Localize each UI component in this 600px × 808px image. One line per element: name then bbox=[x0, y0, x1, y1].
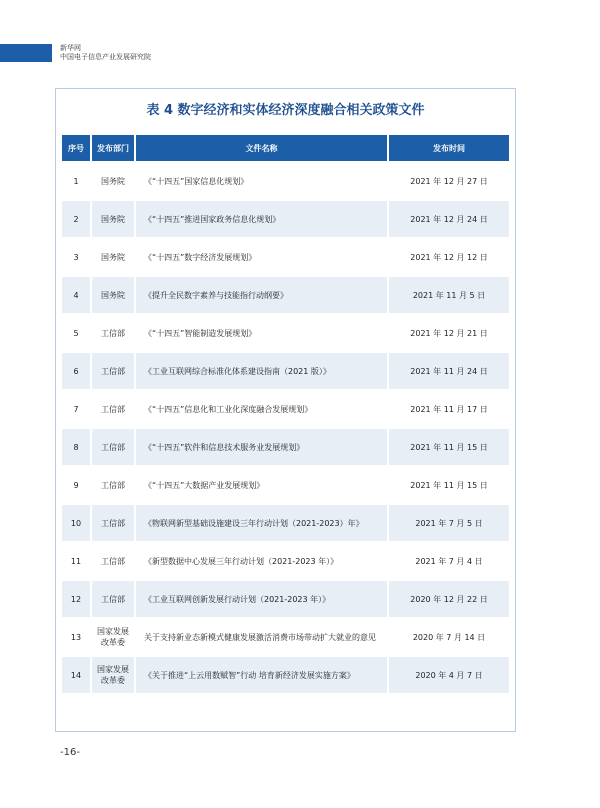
table-row bbox=[62, 163, 509, 199]
cell-name: 《工业互联网创新发展行动计划（2021-2023 年）》 bbox=[136, 581, 389, 617]
cell-date: 2021 年 12 月 21 日 bbox=[389, 315, 509, 351]
publisher-name: 新华网 bbox=[60, 44, 81, 52]
cell-name: 《“十四五”大数据产业发展规划》 bbox=[136, 467, 389, 503]
cell-dept: 工信部 bbox=[92, 391, 136, 427]
header-accent-bar bbox=[0, 44, 52, 62]
cell-no: 10 bbox=[62, 505, 92, 541]
institute-name: 中国电子信息产业发展研究院 bbox=[60, 53, 151, 61]
cell-no: 5 bbox=[62, 315, 92, 351]
cell-dept: 工信部 bbox=[92, 429, 136, 465]
column-header-date: 发布时间 bbox=[389, 135, 509, 161]
cell-name: 《“十四五”数字经济发展规划》 bbox=[136, 239, 389, 275]
cell-no: 14 bbox=[62, 657, 92, 693]
cell-name: 《“十四五”推进国家政务信息化规划》 bbox=[136, 201, 389, 237]
cell-dept: 工信部 bbox=[92, 315, 136, 351]
cell-dept: 工信部 bbox=[92, 353, 136, 389]
cell-date: 2021 年 11 月 24 日 bbox=[389, 353, 509, 389]
cell-dept: 工信部 bbox=[92, 467, 136, 503]
table-frame bbox=[55, 88, 516, 732]
cell-date: 2021 年 12 月 24 日 bbox=[389, 201, 509, 237]
table-row bbox=[62, 391, 509, 427]
cell-no: 6 bbox=[62, 353, 92, 389]
table-row bbox=[62, 277, 509, 313]
cell-no: 4 bbox=[62, 277, 92, 313]
cell-dept: 国务院 bbox=[92, 239, 136, 275]
cell-name: 关于支持新业态新模式健康发展激活消费市场带动扩大就业的意见 bbox=[136, 619, 389, 655]
column-header-no: 序号 bbox=[62, 135, 92, 161]
cell-dept: 国务院 bbox=[92, 201, 136, 237]
table-row bbox=[62, 505, 509, 541]
cell-name: 《工业互联网综合标准化体系建设指南（2021 版）》 bbox=[136, 353, 389, 389]
cell-date: 2020 年 7 月 14 日 bbox=[389, 619, 509, 655]
cell-name: 《“十四五”软件和信息技术服务业发展规划》 bbox=[136, 429, 389, 465]
cell-name: 《新型数据中心发展三年行动计划（2021-2023 年）》 bbox=[136, 543, 389, 579]
cell-name: 《“十四五”信息化和工业化深度融合发展规划》 bbox=[136, 391, 389, 427]
cell-name: 《关于推进“上云用数赋智”行动 培育新经济发展实施方案》 bbox=[136, 657, 389, 693]
cell-date: 2021 年 11 月 15 日 bbox=[389, 467, 509, 503]
cell-date: 2021 年 7 月 4 日 bbox=[389, 543, 509, 579]
cell-no: 3 bbox=[62, 239, 92, 275]
table-row bbox=[62, 543, 509, 579]
cell-no: 13 bbox=[62, 619, 92, 655]
cell-name: 《“十四五”智能制造发展规划》 bbox=[136, 315, 389, 351]
cell-dept: 国家发展改革委 bbox=[92, 657, 136, 693]
column-header-dept: 发布部门 bbox=[92, 135, 136, 161]
cell-date: 2021 年 7 月 5 日 bbox=[389, 505, 509, 541]
cell-no: 12 bbox=[62, 581, 92, 617]
cell-dept: 国务院 bbox=[92, 163, 136, 199]
table-row bbox=[62, 353, 509, 389]
table-row bbox=[62, 619, 509, 655]
table-row bbox=[62, 467, 509, 503]
table-row bbox=[62, 657, 509, 693]
cell-no: 7 bbox=[62, 391, 92, 427]
cell-name: 《“十四五”国家信息化规划》 bbox=[136, 163, 389, 199]
policy-table bbox=[62, 133, 509, 695]
cell-date: 2021 年 12 月 12 日 bbox=[389, 239, 509, 275]
table-row bbox=[62, 429, 509, 465]
table-row bbox=[62, 201, 509, 237]
cell-dept: 工信部 bbox=[92, 543, 136, 579]
cell-dept: 国家发展改革委 bbox=[92, 619, 136, 655]
cell-date: 2021 年 12 月 27 日 bbox=[389, 163, 509, 199]
cell-date: 2021 年 11 月 15 日 bbox=[389, 429, 509, 465]
column-header-name: 文件名称 bbox=[136, 135, 389, 161]
cell-no: 2 bbox=[62, 201, 92, 237]
cell-name: 《提升全民数字素养与技能指行动纲要》 bbox=[136, 277, 389, 313]
cell-dept: 工信部 bbox=[92, 505, 136, 541]
cell-no: 1 bbox=[62, 163, 92, 199]
publisher-block bbox=[60, 44, 151, 62]
cell-name: 《物联网新型基础设施建设三年行动计划（2021-2023）年》 bbox=[136, 505, 389, 541]
table-row bbox=[62, 315, 509, 351]
cell-date: 2020 年 4 月 7 日 bbox=[389, 657, 509, 693]
cell-no: 9 bbox=[62, 467, 92, 503]
cell-date: 2021 年 11 月 17 日 bbox=[389, 391, 509, 427]
page-number: -16- bbox=[60, 747, 80, 758]
cell-no: 11 bbox=[62, 543, 92, 579]
cell-dept: 国务院 bbox=[92, 277, 136, 313]
cell-no: 8 bbox=[62, 429, 92, 465]
cell-dept: 工信部 bbox=[92, 581, 136, 617]
table-header-row bbox=[62, 135, 509, 161]
table-row bbox=[62, 239, 509, 275]
table-row bbox=[62, 581, 509, 617]
table-title: 表 4 数字经济和实体经济深度融合相关政策文件 bbox=[146, 103, 425, 118]
cell-date: 2020 年 12 月 22 日 bbox=[389, 581, 509, 617]
cell-date: 2021 年 11 月 5 日 bbox=[389, 277, 509, 313]
